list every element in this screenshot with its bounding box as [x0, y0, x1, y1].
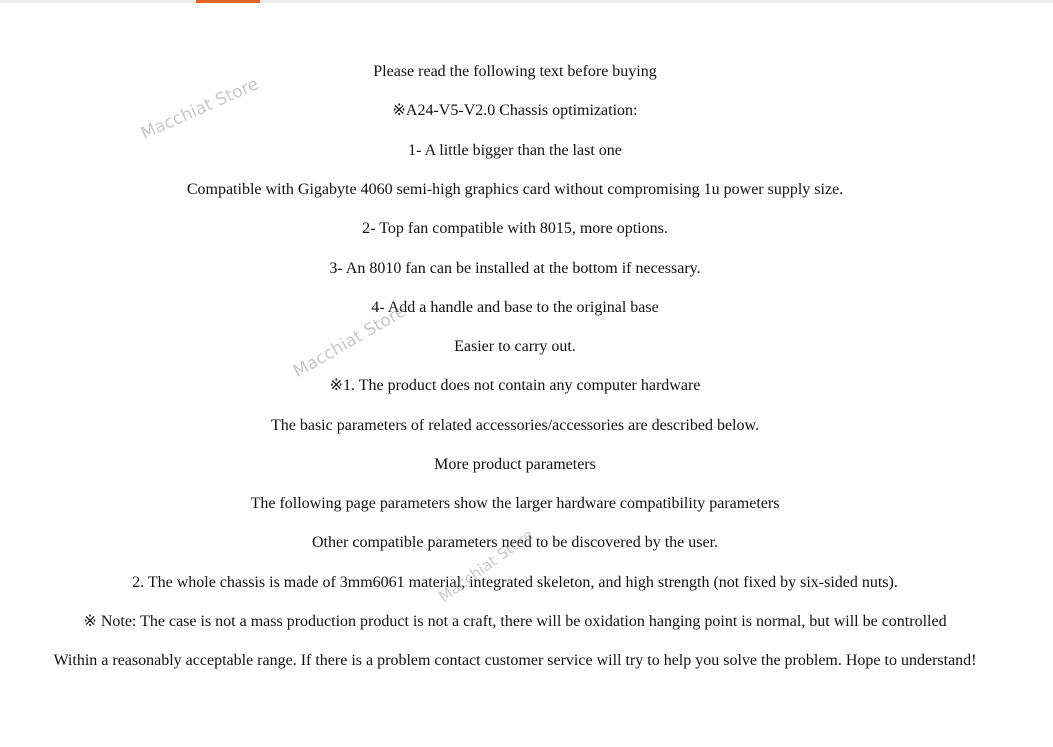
description-line: 2- Top fan compatible with 8015, more options. — [362, 220, 668, 237]
description-line: 4- Add a handle and base to the original base — [371, 299, 659, 316]
description-line: 2. The whole chassis is made of 3mm6061 material, integrated skeleton, and high strength (not fixed by six-sided nuts). — [132, 574, 898, 591]
description-line: ※A24-V5-V2.0 Chassis optimization: — [392, 102, 638, 119]
description-line: Compatible with Gigabyte 4060 semi-high graphics card without compromising 1u power supply size. — [186, 181, 844, 198]
description-line: ※ Note: The case is not a mass production product is not a craft, there will be oxidation hanging point is normal, but will be controlled — [83, 613, 947, 630]
description-line: Please read the following text before buying — [373, 63, 657, 80]
description-line: Within a reasonably acceptable range. If there is a problem contact customer service will try to help you solve the problem. Hope to understand! — [53, 652, 977, 669]
description-line: Other compatible parameters need to be discovered by the user. — [311, 534, 719, 551]
description-line: 1- A little bigger than the last one — [408, 142, 622, 159]
watermark-text: Macchiat Store — [290, 301, 410, 382]
description-line: ※1. The product does not contain any computer hardware — [329, 377, 701, 394]
description-line: More product parameters — [434, 456, 596, 473]
description-line: The basic parameters of related accessories/accessories are described below. — [270, 417, 760, 434]
description-line: 3- An 8010 fan can be installed at the bottom if necessary. — [329, 260, 701, 277]
watermark-text: Macchiat Store — [435, 525, 537, 606]
description-line: Easier to carry out. — [454, 338, 576, 355]
description-line: The following page parameters show the larger hardware compatibility parameters — [250, 495, 780, 512]
watermark-text: Macchiat Store — [137, 74, 262, 144]
